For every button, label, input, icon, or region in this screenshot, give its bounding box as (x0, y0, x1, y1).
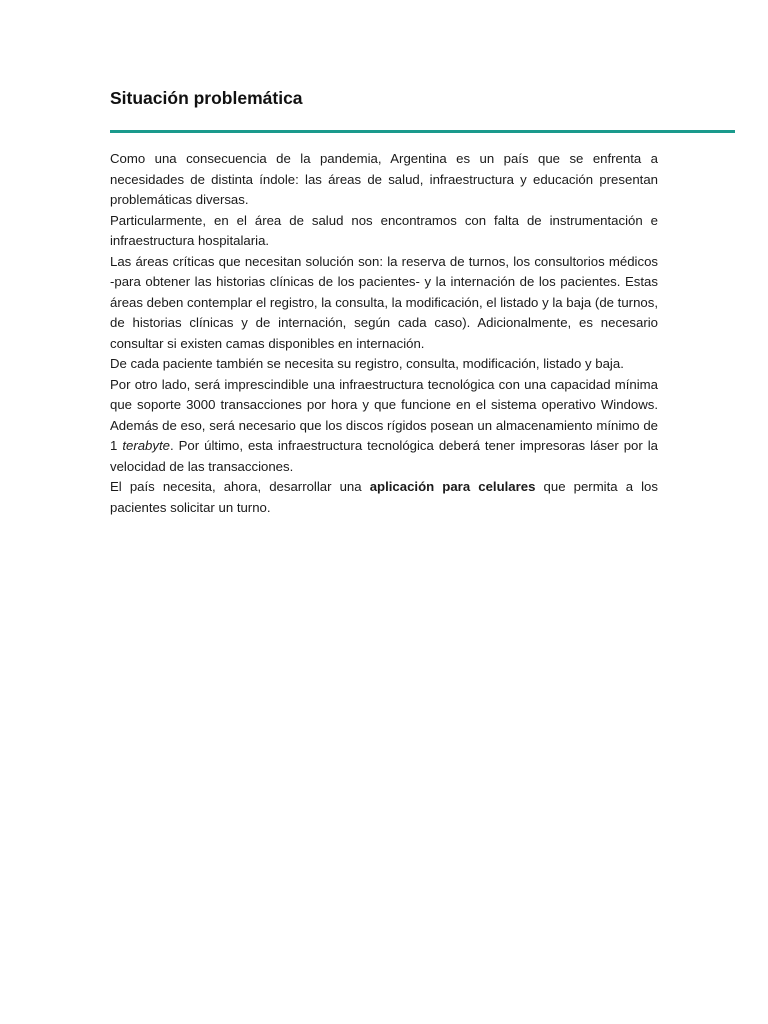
title-divider (110, 130, 735, 133)
paragraph-5-text-a: Por otro lado, será imprescindible una infraestructura tecnológica con una capacidad mínima que soporte 3000 transacciones por hora y que funcione en el sistema operativo Windows. Además de eso, será necesario que los discos rígidos posean un almacenamiento mínimo de 1 (110, 376, 658, 453)
paragraph-3: Las áreas críticas que necesitan solución son: la reserva de turnos, los consultorios médicos -para obtener las historias clínicas de los pacientes- y la internación de los pacientes. Estas áreas deben contemplar el registro, la consulta, la modificación, el listado y la baja (de turnos, de historias clínicas y de internación, según cada caso). Adicionalmente, es necesario consultar si existen camas disponibles en internación. (110, 253, 658, 351)
page-title: Situación problemática (110, 88, 303, 108)
paragraph-4: De cada paciente también se necesita su registro, consulta, modificación, listado y baja. (110, 356, 624, 371)
paragraph-6-text-b: que permita a los pacientes solicitar un turno. (110, 479, 658, 515)
paragraph-6 (110, 477, 658, 518)
document-body (110, 149, 658, 518)
paragraph-5-italic-term: terabyte (122, 438, 170, 453)
paragraph-5 (110, 375, 658, 478)
paragraph-5-text-b: . Por último, esta infraestructura tecnológica deberá tener impresoras láser por la velocidad de las transacciones. (110, 438, 659, 474)
paragraph-6-bold-term: aplicación para celulares (369, 479, 536, 494)
paragraph-1: Como una consecuencia de la pandemia, Argentina es un país que se enfrenta a necesidades de distinta índole: las áreas de salud, infraestructura y educación presentan problemáticas diversas. (110, 151, 658, 207)
paragraph-6-text-a: El país necesita, ahora, desarrollar una (110, 479, 370, 494)
paragraph-2: Particularmente, en el área de salud nos encontramos con falta de instrumentación e infraestructura hospitalaria. (110, 212, 658, 248)
